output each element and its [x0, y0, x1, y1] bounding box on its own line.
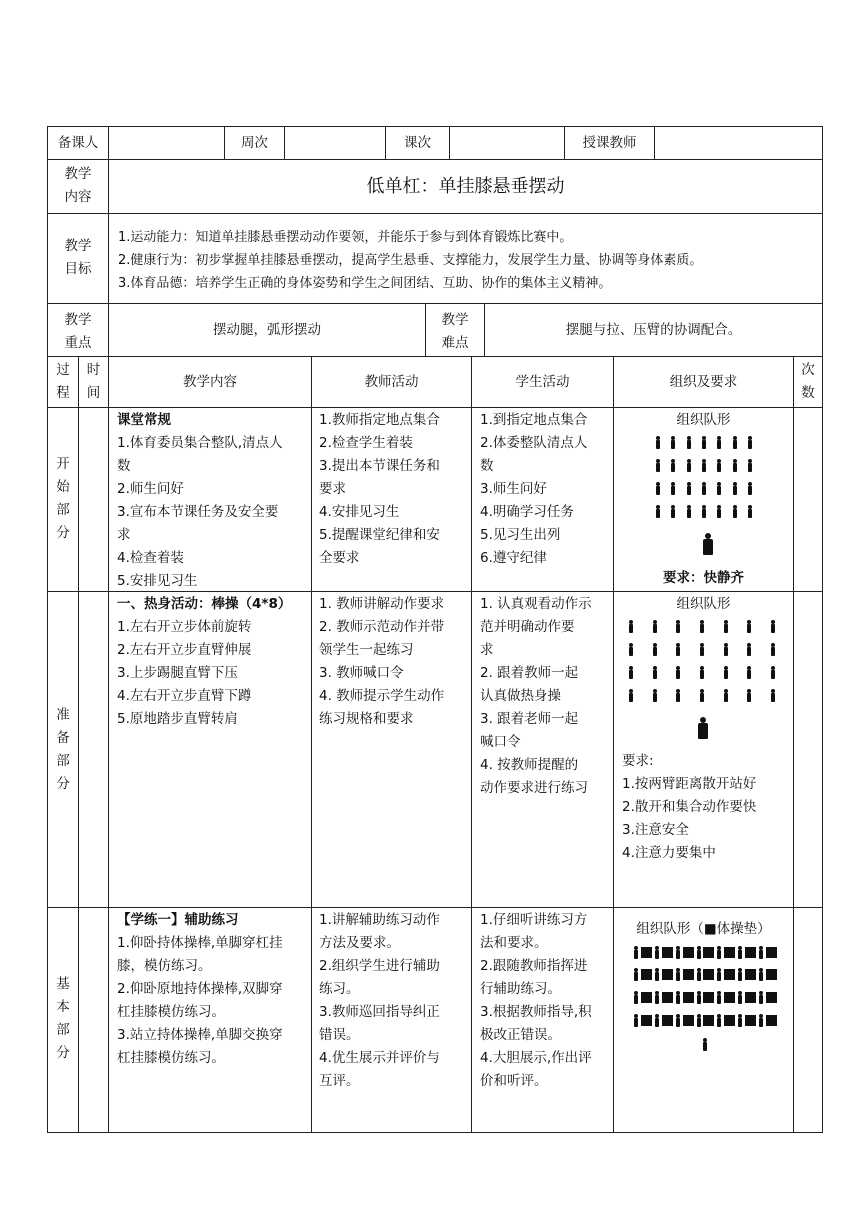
section-label-char: 备 — [56, 730, 70, 746]
start-org-title: 组织队形 — [676, 412, 731, 428]
section-basic-label — [48, 973, 78, 1065]
teacher-line: 3.教师巡回指导纠正 — [319, 1004, 440, 1020]
goal-item: 2.健康行为：初步掌握单挂膝悬垂摆动，提高学生悬垂、支撑能力，发展学生力量、协调等身体素质。 — [118, 253, 703, 268]
start-teacher — [319, 409, 469, 570]
section-label-char: 准 — [56, 707, 70, 723]
mat-icon — [662, 947, 673, 958]
student-icon — [675, 643, 681, 656]
preparer-label: 备课人 — [57, 134, 99, 151]
student-icon — [737, 1014, 743, 1027]
week-label: 周次 — [241, 134, 268, 151]
content-line: 数 — [117, 458, 131, 474]
student-icon — [655, 482, 661, 495]
key-label-line: 重点 — [64, 335, 92, 351]
student-line: 法和要求。 — [480, 935, 548, 951]
student-icon — [628, 643, 634, 656]
student-icon — [716, 459, 722, 472]
student-line: 价和听评。 — [480, 1073, 548, 1089]
section-label-char: 部 — [56, 753, 70, 769]
table-line — [47, 407, 823, 408]
student-icon — [654, 946, 660, 959]
student-icon — [716, 1014, 722, 1027]
section-label-char: 分 — [56, 525, 70, 541]
student-formation-row — [628, 689, 776, 702]
col-process-line: 过 — [56, 362, 70, 378]
section-label-char: 部 — [56, 502, 70, 518]
content-line: 2.仰卧原地持体操棒,双脚穿 — [117, 981, 283, 997]
student-icon — [696, 946, 702, 959]
lesson-label: 课次 — [404, 134, 431, 151]
student-icon — [654, 968, 660, 981]
student-line: 3. 跟着老师一起 — [480, 711, 579, 727]
goal-item: 3.体育品德：培养学生正确的身体姿势和学生之间团结、互助、协作的集体主义精神。 — [118, 276, 612, 291]
student-icon — [732, 436, 738, 449]
student-icon — [701, 482, 707, 495]
student-icon — [723, 666, 729, 679]
requirement-line: 4.注意力要集中 — [622, 845, 716, 861]
table-line — [613, 356, 614, 1133]
content-heading: 【学练一】辅助练习 — [117, 912, 239, 928]
student-line: 极改正错误。 — [480, 1027, 561, 1043]
student-line: 6.遵守纪律 — [480, 550, 547, 566]
mat-icon — [766, 947, 777, 958]
student-icon — [716, 436, 722, 449]
student-line: 数 — [480, 458, 494, 474]
teacher-line: 1.讲解辅助练习动作 — [319, 912, 440, 928]
teacher-line: 3.提出本节课任务和 — [319, 458, 440, 474]
content-line: 膝，模仿练习。 — [117, 958, 212, 974]
student-icon — [633, 991, 639, 1004]
student-icon — [699, 666, 705, 679]
student-icon — [675, 1014, 681, 1027]
mat-icon — [766, 1015, 777, 1026]
content-label — [48, 163, 108, 209]
student-icon — [686, 505, 692, 518]
student-icon — [758, 1014, 764, 1027]
col-process-line: 程 — [56, 385, 70, 401]
student-icon — [716, 946, 722, 959]
student-icon — [696, 968, 702, 981]
mat-icon — [745, 947, 756, 958]
content-line: 杠挂膝模仿练习。 — [117, 1004, 225, 1020]
col-process — [48, 359, 78, 405]
student-icon — [723, 643, 729, 656]
student-icon — [732, 482, 738, 495]
mat-icon — [703, 1015, 714, 1026]
lesson-title: 低单杠：单挂膝悬垂摆动 — [366, 176, 565, 197]
teacher-line: 领学生一起练习 — [319, 642, 414, 658]
student-line: 认真做热身操 — [480, 688, 561, 704]
mat-formation-row — [633, 991, 777, 1004]
col-count-line: 次 — [801, 362, 815, 378]
student-icon — [747, 436, 753, 449]
goals-label-line: 目标 — [64, 261, 92, 277]
basic-org-title: 组织队形（■体操垫） — [636, 921, 771, 937]
mat-icon — [766, 969, 777, 980]
teacher-line: 方法及要求。 — [319, 935, 400, 951]
table-line — [47, 907, 823, 908]
mat-formation-row — [633, 946, 777, 959]
teacher-line: 5.提醒课堂纪律和安 — [319, 527, 440, 543]
basic-teacher — [319, 909, 469, 1093]
student-line: 2.跟随教师指挥进 — [480, 958, 588, 974]
col-count-line: 数 — [801, 385, 815, 401]
start-student — [480, 409, 612, 570]
student-formation-row — [628, 666, 776, 679]
teacher-value[interactable] — [655, 127, 822, 159]
content-label-line: 教学 — [64, 166, 92, 182]
student-icon — [655, 436, 661, 449]
content-label-line: 内容 — [64, 189, 92, 205]
student-line: 3.师生问好 — [480, 481, 547, 497]
student-icon — [701, 459, 707, 472]
goal-item: 1.运动能力：知道单挂膝悬垂摆动动作要领，并能乐于参与到体育锻炼比赛中。 — [118, 230, 573, 245]
section-label-char: 分 — [56, 776, 70, 792]
student-icon — [747, 505, 753, 518]
student-icon — [747, 459, 753, 472]
content-line: 1.左右开立步体前旋转 — [117, 619, 252, 635]
student-icon — [670, 436, 676, 449]
student-icon — [716, 991, 722, 1004]
student-line: 4. 按教师提醒的 — [480, 757, 579, 773]
table-border-right — [822, 126, 823, 1133]
mat-icon — [703, 947, 714, 958]
mat-icon — [662, 1015, 673, 1026]
mat-icon — [662, 992, 673, 1003]
mat-icon — [683, 1015, 694, 1026]
mat-icon — [745, 969, 756, 980]
student-icon — [655, 505, 661, 518]
table-line — [311, 356, 312, 1133]
student-icon — [758, 946, 764, 959]
student-line: 1.仔细听讲练习方 — [480, 912, 588, 928]
col-time-line: 时 — [86, 362, 101, 378]
student-icon — [737, 968, 743, 981]
mat-icon — [641, 947, 652, 958]
difficulty-label-line: 难点 — [441, 335, 469, 351]
mat-formation-row — [633, 1014, 777, 1027]
goals-list — [118, 226, 818, 295]
section-label-char: 开 — [56, 456, 70, 472]
student-icon — [699, 689, 705, 702]
student-icon — [652, 643, 658, 656]
student-icon — [696, 991, 702, 1004]
student-icon — [723, 620, 729, 633]
content-line: 2.师生问好 — [117, 481, 184, 497]
student-icon — [675, 666, 681, 679]
student-line: 行辅助练习。 — [480, 981, 561, 997]
table-border-bottom — [47, 1132, 823, 1133]
student-icon — [654, 1014, 660, 1027]
mat-icon — [766, 992, 777, 1003]
section-start-label — [48, 453, 78, 545]
mat-icon — [641, 1015, 652, 1026]
student-icon — [652, 689, 658, 702]
week-value[interactable] — [285, 127, 385, 159]
teacher-line: 全要求 — [319, 550, 360, 566]
difficulty-value: 摆腿与拉、压臂的协调配合。 — [565, 321, 742, 338]
student-icon — [699, 643, 705, 656]
student-line: 1. 认真观看动作示 — [480, 596, 592, 612]
student-line: 2.体委整队清点人 — [480, 435, 588, 451]
teacher-line: 1.教师指定地点集合 — [319, 412, 440, 428]
student-icon — [652, 620, 658, 633]
student-icon — [746, 689, 752, 702]
student-icon — [633, 946, 639, 959]
student-icon — [633, 1014, 639, 1027]
teacher-line: 1. 教师讲解动作要求 — [319, 596, 445, 612]
student-icon — [675, 946, 681, 959]
content-line: 1.体育委员集合整队,清点人 — [117, 435, 283, 451]
student-formation-row — [655, 459, 753, 472]
student-formation-row — [655, 482, 753, 495]
key-value: 摆动腿，弧形摆动 — [213, 321, 321, 338]
student-icon — [633, 968, 639, 981]
goals-label-line: 教学 — [64, 238, 92, 254]
student-formation-row — [655, 505, 753, 518]
student-icon — [654, 991, 660, 1004]
student-icon — [655, 459, 661, 472]
teacher-line: 互评。 — [319, 1073, 360, 1089]
mat-icon — [683, 947, 694, 958]
student-icon — [746, 666, 752, 679]
teacher-line: 3. 教师喊口令 — [319, 665, 404, 681]
content-heading: 课堂常规 — [117, 412, 171, 428]
student-line: 4.大胆展示,作出评 — [480, 1050, 592, 1066]
content-line: 3.上步踢腿直臂下压 — [117, 665, 238, 681]
student-icon — [716, 482, 722, 495]
student-icon — [675, 991, 681, 1004]
table-line — [47, 213, 823, 214]
student-formation-row — [628, 643, 776, 656]
student-icon — [686, 482, 692, 495]
mat-icon — [703, 969, 714, 980]
content-line: 3.站立持体操棒,单脚交换穿 — [117, 1027, 283, 1043]
mat-icon — [683, 969, 694, 980]
key-label — [48, 309, 108, 355]
student-icon — [675, 689, 681, 702]
prep-teacher — [319, 593, 469, 731]
student-icon — [670, 505, 676, 518]
difficulty-label-line: 教学 — [441, 312, 469, 328]
mat-icon — [724, 992, 735, 1003]
student-icon — [652, 666, 658, 679]
mat-icon — [745, 1015, 756, 1026]
teacher-line: 4.安排见习生 — [319, 504, 400, 520]
teacher-line: 要求 — [319, 481, 346, 497]
mat-icon — [683, 992, 694, 1003]
col-time-line: 间 — [86, 385, 101, 401]
student-icon — [746, 643, 752, 656]
student-icon — [628, 666, 634, 679]
prep-content — [117, 593, 309, 731]
col-count — [794, 359, 822, 405]
content-line: 4.左右开立步直臂下蹲 — [117, 688, 252, 704]
student-icon — [686, 459, 692, 472]
table-line — [108, 356, 109, 1133]
table-line — [78, 356, 79, 1133]
section-label-char: 始 — [56, 479, 70, 495]
requirement-line: 要求: — [622, 753, 654, 769]
teacher-line: 练习。 — [319, 981, 360, 997]
teacher-icon — [698, 717, 708, 739]
mat-icon — [703, 992, 714, 1003]
student-icon — [701, 436, 707, 449]
preparer-value[interactable] — [109, 127, 224, 159]
mat-icon — [662, 969, 673, 980]
difficulty-label — [426, 309, 484, 355]
student-icon — [716, 505, 722, 518]
section-prep-label — [48, 704, 78, 796]
content-heading: 一、热身活动：棒操（4*8） — [117, 596, 292, 612]
student-icon — [758, 968, 764, 981]
col-org: 组织及要求 — [669, 373, 738, 390]
student-icon — [675, 620, 681, 633]
prep-org-title: 组织队形 — [676, 596, 731, 612]
content-line: 5.安排见习生 — [117, 573, 198, 589]
mat-icon — [724, 969, 735, 980]
teacher-line: 2.组织学生进行辅助 — [319, 958, 440, 974]
teacher-line: 2. 教师示范动作并带 — [319, 619, 445, 635]
student-line: 3.根据教师指导,积 — [480, 1004, 592, 1020]
col-content: 教学内容 — [183, 373, 237, 390]
student-icon — [747, 482, 753, 495]
col-time — [79, 359, 108, 405]
student-icon — [746, 620, 752, 633]
basic-content — [117, 909, 309, 1070]
content-line: 3.宣布本节课任务及安全要 — [117, 504, 279, 520]
content-line: 2.左右开立步直臂伸展 — [117, 642, 252, 658]
prep-org-requirements — [622, 750, 792, 865]
teacher-line: 练习规格和要求 — [319, 711, 414, 727]
lesson-value[interactable] — [450, 127, 564, 159]
student-line: 5.见习生出列 — [480, 527, 561, 543]
student-icon — [758, 991, 764, 1004]
basic-student — [480, 909, 612, 1093]
requirement-line: 3.注意安全 — [622, 822, 689, 838]
student-formation-row — [655, 436, 753, 449]
teacher-line: 2.检查学生着装 — [319, 435, 413, 451]
content-line: 求 — [117, 527, 131, 543]
student-formation-row — [628, 620, 776, 633]
mat-icon — [641, 969, 652, 980]
teacher-icon — [702, 1038, 708, 1051]
student-icon — [628, 689, 634, 702]
col-student: 学生活动 — [515, 373, 570, 390]
student-icon — [628, 620, 634, 633]
student-line: 喊口令 — [480, 734, 521, 750]
student-icon — [732, 505, 738, 518]
student-icon — [696, 1014, 702, 1027]
student-icon — [675, 968, 681, 981]
content-line: 杠挂膝模仿练习。 — [117, 1050, 225, 1066]
mat-icon — [641, 992, 652, 1003]
student-icon — [670, 459, 676, 472]
student-icon — [716, 968, 722, 981]
student-line: 1.到指定地点集合 — [480, 412, 588, 428]
student-line: 动作要求进行练习 — [480, 780, 588, 796]
student-icon — [737, 946, 743, 959]
goals-label — [48, 235, 108, 281]
student-line: 4.明确学习任务 — [480, 504, 574, 520]
content-line: 5.原地踏步直臂转肩 — [117, 711, 238, 727]
student-icon — [699, 620, 705, 633]
teacher-line: 4. 教师提示学生动作 — [319, 688, 445, 704]
student-icon — [701, 505, 707, 518]
start-content — [117, 409, 309, 593]
content-line: 1.仰卧持体操棒,单脚穿杠挂 — [117, 935, 283, 951]
mat-formation-row — [633, 968, 777, 981]
student-line: 范并明确动作要 — [480, 619, 575, 635]
section-label-char: 部 — [56, 1022, 70, 1038]
content-line: 4.检查着装 — [117, 550, 184, 566]
mat-icon — [745, 992, 756, 1003]
student-icon — [770, 643, 776, 656]
section-label-char: 基 — [56, 976, 70, 992]
section-label-char: 本 — [56, 999, 70, 1015]
student-line: 2. 跟着教师一起 — [480, 665, 579, 681]
table-line — [793, 356, 794, 1133]
teacher-label: 授课教师 — [582, 134, 637, 151]
student-icon — [732, 459, 738, 472]
section-label-char: 分 — [56, 1045, 70, 1061]
col-teacher: 教师活动 — [364, 373, 419, 390]
mat-icon — [724, 947, 735, 958]
mat-icon — [724, 1015, 735, 1026]
student-line: 求 — [480, 642, 494, 658]
prep-student — [480, 593, 612, 800]
requirement-line: 1.按两臂距离散开站好 — [622, 776, 757, 792]
student-icon — [770, 666, 776, 679]
key-label-line: 教学 — [64, 312, 92, 328]
student-icon — [770, 689, 776, 702]
student-icon — [770, 620, 776, 633]
teacher-line: 4.优生展示并评价与 — [319, 1050, 440, 1066]
student-icon — [686, 436, 692, 449]
start-org-requirement: 要求：快静齐 — [663, 570, 744, 586]
student-icon — [723, 689, 729, 702]
student-icon — [670, 482, 676, 495]
student-icon — [737, 991, 743, 1004]
requirement-line: 2.散开和集合动作要快 — [622, 799, 757, 815]
table-line — [471, 356, 472, 1133]
teacher-icon — [703, 533, 713, 555]
teacher-line: 错误。 — [319, 1027, 360, 1043]
